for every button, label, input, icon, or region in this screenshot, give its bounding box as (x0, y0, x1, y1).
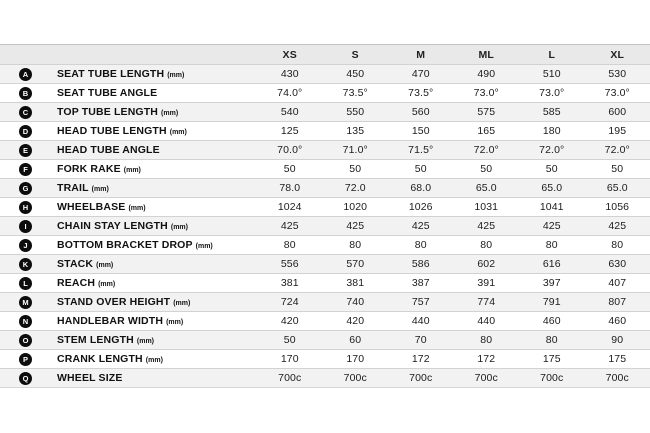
table-cell: 50 (414, 163, 427, 175)
row-letter-badge: P (19, 353, 32, 366)
row-letter-badge: L (19, 277, 32, 290)
table-cell: 1056 (605, 201, 630, 213)
table-cell: 72.0° (539, 144, 565, 156)
table-cell: 195 (608, 125, 627, 137)
row-label: HANDLEBAR WIDTH (57, 315, 164, 327)
row-label-cell (0, 182, 257, 195)
table-cell: 425 (608, 220, 627, 232)
table-cell: 1024 (277, 201, 302, 213)
table-cell: 430 (280, 68, 299, 80)
row-letter-badge: K (19, 258, 32, 271)
table-cell: 80 (349, 239, 362, 251)
table-cell: 460 (608, 315, 627, 327)
table-cell: 1031 (474, 201, 499, 213)
table-cell: 602 (477, 258, 496, 270)
table-cell: 510 (542, 68, 561, 80)
row-unit-label: (mm) (167, 71, 185, 79)
table-row (0, 311, 650, 330)
table-cell: 73.5° (342, 87, 368, 99)
table-row (0, 178, 650, 197)
column-header-ml: ML (478, 48, 495, 61)
table-row (0, 349, 650, 368)
table-cell: 68.0 (410, 182, 432, 194)
column-header-s: S (351, 48, 359, 61)
table-cell: 125 (280, 125, 299, 137)
row-unit-label: (mm) (169, 128, 187, 136)
table-cell: 71.0° (342, 144, 368, 156)
table-cell: 80 (283, 239, 296, 251)
table-cell: 50 (611, 163, 624, 175)
table-cell: 50 (349, 163, 362, 175)
table-cell: 556 (280, 258, 299, 270)
table-cell: 530 (608, 68, 627, 80)
table-cell: 700c (278, 372, 302, 384)
table-cell: 172 (411, 353, 430, 365)
table-cell: 585 (542, 106, 561, 118)
table-cell: 65.0 (541, 182, 563, 194)
geometry-table-header (0, 44, 650, 64)
table-row (0, 159, 650, 178)
table-cell: 425 (477, 220, 496, 232)
row-label-cell (0, 163, 257, 176)
table-cell: 78.0 (279, 182, 301, 194)
column-header-l: L (548, 48, 556, 61)
table-cell: 425 (542, 220, 561, 232)
row-letter-badge: J (19, 239, 32, 252)
row-label-cell (0, 125, 257, 138)
table-cell: 630 (608, 258, 627, 270)
table-cell: 774 (477, 296, 496, 308)
table-cell: 540 (280, 106, 299, 118)
table-cell: 73.0° (604, 87, 630, 99)
row-unit-label: (mm) (136, 337, 155, 345)
table-cell: 72.0 (344, 182, 366, 194)
row-label-cell (0, 334, 257, 347)
row-unit-label: (mm) (195, 242, 213, 250)
row-letter-badge: Q (19, 372, 32, 385)
row-label-cell (0, 68, 257, 81)
row-label: STACK (57, 258, 94, 270)
row-letter-badge: B (19, 87, 32, 100)
table-cell: 440 (411, 315, 430, 327)
row-letter-badge: A (19, 68, 32, 81)
row-letter-badge: C (19, 106, 32, 119)
row-label-cell (0, 315, 257, 328)
table-cell: 460 (542, 315, 561, 327)
table-cell: 50 (283, 334, 296, 346)
table-cell: 73.0° (473, 87, 499, 99)
table-row (0, 254, 650, 273)
row-label-cell (0, 353, 257, 366)
table-cell: 1041 (539, 201, 564, 213)
table-cell: 791 (542, 296, 561, 308)
table-cell: 72.0° (473, 144, 499, 156)
table-row (0, 368, 650, 387)
table-cell: 420 (346, 315, 365, 327)
table-cell: 470 (411, 68, 430, 80)
table-cell: 80 (611, 239, 624, 251)
row-letter-badge: E (19, 144, 32, 157)
row-unit-label: (mm) (123, 166, 141, 174)
row-label: REACH (57, 277, 96, 289)
row-unit-label: (mm) (96, 261, 114, 269)
table-cell: 80 (480, 239, 493, 251)
table-cell: 70.0° (277, 144, 303, 156)
table-cell: 425 (411, 220, 430, 232)
table-cell: 50 (283, 163, 296, 175)
row-label-cell (0, 144, 257, 157)
table-cell: 1026 (408, 201, 433, 213)
table-cell: 724 (280, 296, 299, 308)
table-cell: 490 (477, 68, 496, 80)
table-cell: 165 (477, 125, 496, 137)
row-letter-badge: O (19, 334, 32, 347)
table-cell: 1020 (343, 201, 368, 213)
table-cell: 70 (414, 334, 427, 346)
row-label: TOP TUBE LENGTH (57, 106, 159, 118)
row-label: SEAT TUBE LENGTH (57, 68, 165, 80)
row-label: HEAD TUBE LENGTH (57, 125, 167, 137)
table-cell: 600 (608, 106, 627, 118)
column-header-xs: XS (282, 48, 297, 61)
row-label: FORK RAKE (57, 163, 121, 175)
row-label-cell (0, 372, 257, 385)
row-unit-label: (mm) (161, 109, 179, 117)
table-cell: 616 (542, 258, 561, 270)
table-cell: 73.5° (408, 87, 434, 99)
table-cell: 71.5° (408, 144, 434, 156)
table-cell: 425 (280, 220, 299, 232)
row-unit-label: (mm) (145, 356, 163, 364)
table-cell: 90 (611, 334, 624, 346)
table-cell: 560 (411, 106, 430, 118)
row-label-cell (0, 239, 257, 252)
table-cell: 381 (346, 277, 365, 289)
column-header-xl: XL (610, 48, 625, 61)
table-row (0, 235, 650, 254)
geometry-table (0, 44, 650, 388)
table-cell: 450 (346, 68, 365, 80)
row-label: CHAIN STAY LENGTH (57, 220, 168, 232)
row-label: WHEEL SIZE (57, 372, 123, 384)
table-cell: 74.0° (277, 87, 303, 99)
row-unit-label: (mm) (98, 280, 116, 288)
table-cell: 397 (542, 277, 561, 289)
row-letter-badge: N (19, 315, 32, 328)
table-cell: 60 (349, 334, 362, 346)
table-cell: 740 (346, 296, 365, 308)
table-row (0, 140, 650, 159)
table-row (0, 197, 650, 216)
row-letter-badge: H (19, 201, 32, 214)
table-cell: 135 (346, 125, 365, 137)
table-cell: 757 (411, 296, 430, 308)
table-cell: 150 (411, 125, 430, 137)
table-cell: 700c (605, 372, 629, 384)
table-cell: 381 (280, 277, 299, 289)
row-label: HEAD TUBE ANGLE (57, 144, 160, 156)
table-row (0, 273, 650, 292)
row-label: TRAIL (57, 182, 89, 194)
table-cell: 700c (474, 372, 498, 384)
table-cell: 440 (477, 315, 496, 327)
table-cell: 72.0° (604, 144, 630, 156)
row-letter-badge: F (19, 163, 32, 176)
table-cell: 391 (477, 277, 496, 289)
table-cell: 172 (477, 353, 496, 365)
row-label: CRANK LENGTH (57, 353, 143, 365)
row-label: SEAT TUBE ANGLE (57, 87, 158, 99)
table-cell: 65.0 (475, 182, 497, 194)
table-row (0, 64, 650, 83)
table-cell: 586 (411, 258, 430, 270)
row-letter-badge: I (19, 220, 32, 233)
row-label: BOTTOM BRACKET DROP (57, 239, 193, 251)
table-row (0, 330, 650, 349)
table-row (0, 121, 650, 140)
row-label-cell (0, 87, 257, 100)
table-cell: 80 (480, 334, 493, 346)
row-label-cell (0, 106, 257, 119)
table-cell: 807 (608, 296, 627, 308)
table-row (0, 83, 650, 102)
row-letter-badge: M (19, 296, 32, 309)
table-cell: 80 (545, 334, 558, 346)
row-unit-label: (mm) (170, 223, 188, 231)
row-label-cell (0, 277, 257, 290)
table-row (0, 216, 650, 235)
table-cell: 175 (542, 353, 561, 365)
row-unit-label: (mm) (128, 204, 146, 212)
table-row (0, 292, 650, 311)
row-label-cell (0, 220, 257, 233)
row-unit-label: (mm) (91, 185, 109, 193)
table-cell: 387 (411, 277, 430, 289)
table-row (0, 102, 650, 121)
table-cell: 73.0° (539, 87, 565, 99)
table-cell: 170 (280, 353, 299, 365)
table-cell: 50 (545, 163, 558, 175)
row-unit-label: (mm) (173, 299, 191, 307)
row-label: WHEELBASE (57, 201, 126, 213)
table-cell: 575 (477, 106, 496, 118)
table-cell: 425 (346, 220, 365, 232)
row-label-cell (0, 258, 257, 271)
row-label: STAND OVER HEIGHT (57, 296, 171, 308)
geometry-table-body (0, 64, 650, 387)
table-cell: 170 (346, 353, 365, 365)
table-cell: 420 (280, 315, 299, 327)
table-cell: 80 (414, 239, 427, 251)
table-cell: 407 (608, 277, 627, 289)
row-label-cell (0, 201, 257, 214)
table-cell: 65.0 (606, 182, 628, 194)
row-letter-badge: D (19, 125, 32, 138)
table-cell: 700c (409, 372, 433, 384)
row-label-cell (0, 296, 257, 309)
row-letter-badge: G (19, 182, 32, 195)
table-cell: 50 (480, 163, 493, 175)
table-cell: 180 (542, 125, 561, 137)
row-label: STEM LENGTH (57, 334, 134, 346)
table-cell: 570 (346, 258, 365, 270)
table-cell: 700c (540, 372, 564, 384)
table-cell: 175 (608, 353, 627, 365)
row-unit-label: (mm) (166, 318, 184, 326)
table-cell: 80 (545, 239, 558, 251)
column-header-m: M (416, 48, 426, 61)
table-cell: 550 (346, 106, 365, 118)
table-cell: 700c (343, 372, 367, 384)
